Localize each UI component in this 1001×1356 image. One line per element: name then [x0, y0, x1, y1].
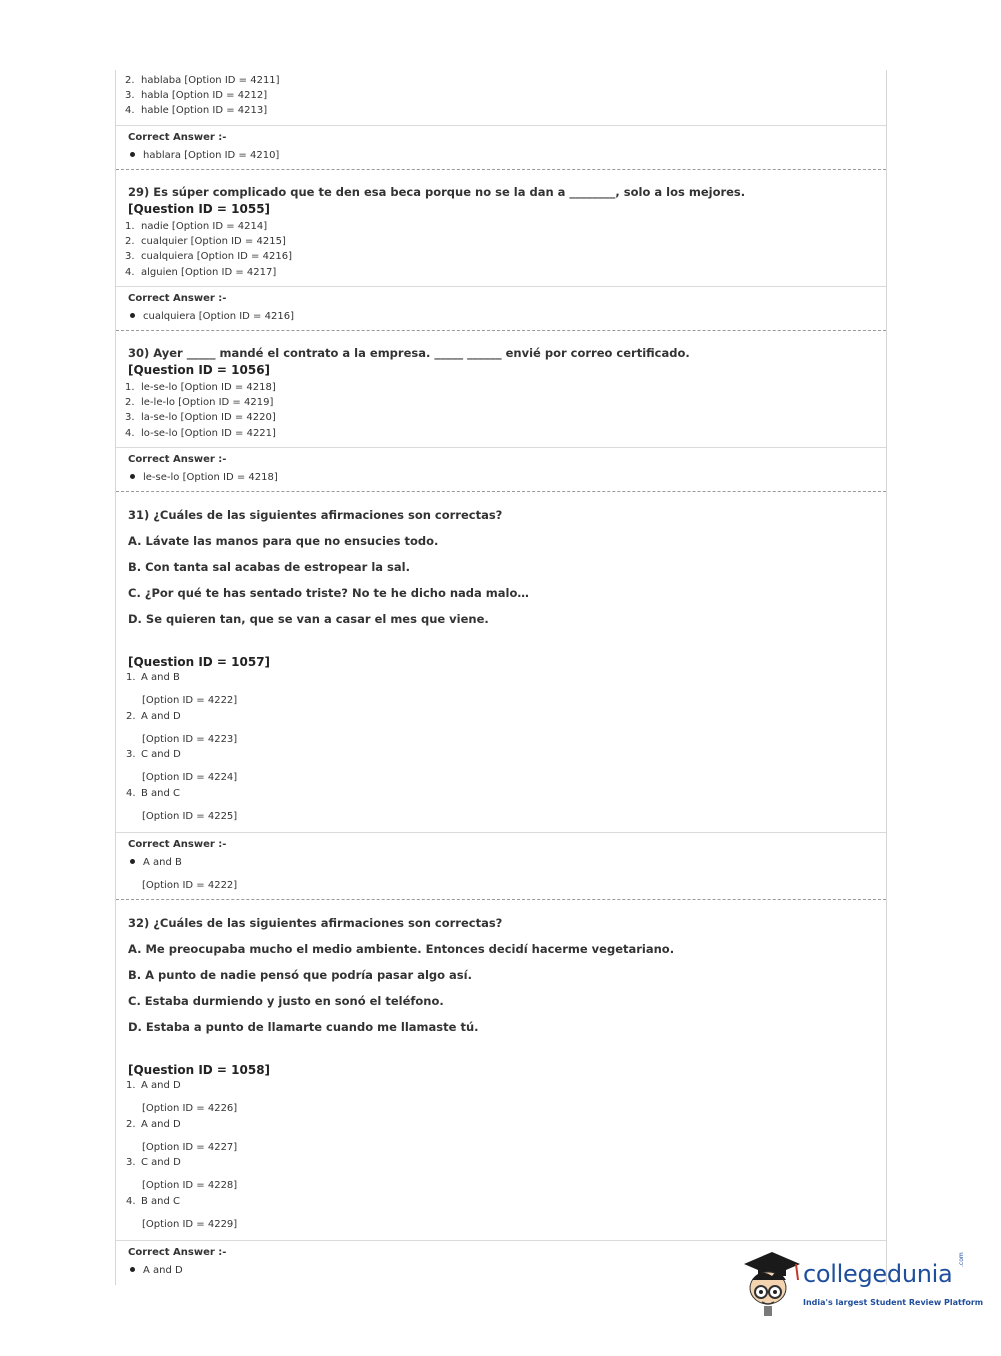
option: 4. B and C [126, 788, 181, 799]
bullet-icon [130, 1267, 135, 1272]
divider [116, 125, 886, 126]
option-id: [Option ID = 4226] [142, 1103, 238, 1114]
question-text: 30) Ayer _____ mandé el contrato a la empresa. _____ ______ envié por correo certificado. [128, 346, 690, 360]
brand-domain: .com [958, 1252, 965, 1267]
list-item: 2. cualquier [Option ID = 4215] [125, 236, 286, 248]
question-text: 32) ¿Cuáles de las siguientes afirmaciones son correctas? [128, 916, 503, 930]
divider [116, 832, 886, 833]
option-list [116, 380, 886, 441]
statement: D. Estaba a punto de llamarte cuando me llamaste tú. [128, 1020, 479, 1034]
divider [116, 447, 886, 448]
correct-answer: hablara [Option ID = 4210] [128, 150, 279, 161]
correct-answer-label: Correct Answer :- [128, 839, 227, 850]
option-id: [Option ID = 4225] [142, 811, 238, 822]
correct-answer-label: Correct Answer :- [128, 132, 227, 143]
bullet-icon [130, 859, 135, 864]
statement: B. Con tanta sal acabas de estropear la sal. [128, 560, 410, 574]
correct-answer: le-se-lo [Option ID = 4218] [128, 472, 278, 483]
list-item: 3. la-se-lo [Option ID = 4220] [125, 412, 276, 424]
question-separator [116, 899, 886, 900]
option: 4. B and C [126, 1196, 181, 1207]
statement: D. Se quieren tan, que se van a casar el mes que viene. [128, 612, 489, 626]
question-id: [Question ID = 1058] [128, 1063, 271, 1077]
bullet-icon [130, 313, 135, 318]
list-item: 2. le-le-lo [Option ID = 4219] [125, 397, 274, 409]
list-item: 3. cualquiera [Option ID = 4216] [125, 251, 292, 263]
exam-document [115, 70, 887, 1285]
correct-answer: A and B [128, 857, 182, 868]
question-id: [Question ID = 1056] [128, 363, 271, 377]
list-item: 4. alguien [Option ID = 4217] [125, 266, 277, 278]
correct-answer-label: Correct Answer :- [128, 1247, 227, 1258]
question-separator [116, 491, 886, 492]
brand-tagline: India's largest Student Review Platform [803, 1298, 984, 1307]
option-id: [Option ID = 4228] [142, 1180, 238, 1191]
list-item: 4. hable [Option ID = 4213] [125, 105, 268, 117]
divider [116, 1240, 886, 1241]
list-item: 2. hablaba [Option ID = 4211] [125, 75, 280, 86]
statement: B. A punto de nadie pensó que podría pasar algo así. [128, 968, 472, 982]
list-item: 3. habla [Option ID = 4212] [125, 90, 268, 102]
statement: A. Lávate las manos para que no ensucies todo. [128, 534, 439, 548]
option: 2. A and D [126, 1119, 181, 1130]
question-separator [116, 330, 886, 331]
option-id: [Option ID = 4227] [142, 1142, 238, 1153]
correct-answer-label: Correct Answer :- [128, 293, 227, 304]
question-text: 29) Es súper complicado que te den esa beca porque no se la dan a ________, solo a los mejores. [128, 185, 746, 199]
option-id: [Option ID = 4222] [142, 695, 238, 706]
question-id: [Question ID = 1055] [128, 202, 271, 216]
statement: A. Me preocupaba mucho el medio ambiente. Entonces decidí hacerme vegetariano. [128, 942, 675, 956]
correct-answer-label: Correct Answer :- [128, 454, 227, 465]
option-id: [Option ID = 4229] [142, 1219, 238, 1230]
statement: C. Estaba durmiendo y justo en sonó el teléfono. [128, 994, 444, 1008]
question-text: 31) ¿Cuáles de las siguientes afirmaciones son correctas? [128, 508, 503, 522]
option: 2. A and D [126, 711, 181, 722]
question-separator [116, 169, 886, 170]
correct-option-id: [Option ID = 4222] [142, 880, 238, 891]
option-id: [Option ID = 4224] [142, 772, 238, 783]
option-id: [Option ID = 4223] [142, 734, 238, 745]
list-item: 4. lo-se-lo [Option ID = 4221] [125, 427, 276, 439]
statement: C. ¿Por qué te has sentado triste? No te he dicho nada malo… [128, 586, 529, 600]
correct-answer: A and D [128, 1265, 183, 1276]
option: 1. A and D [126, 1080, 181, 1091]
option: 3. C and D [126, 1157, 181, 1168]
top-option-list [116, 73, 886, 119]
divider [116, 286, 886, 287]
bullet-icon [130, 474, 135, 479]
list-item: 1. nadie [Option ID = 4214] [125, 221, 268, 232]
list-item: 1. le-se-lo [Option ID = 4218] [125, 382, 276, 393]
option-list [116, 219, 886, 280]
correct-answer: cualquiera [Option ID = 4216] [128, 311, 294, 322]
option: 3. C and D [126, 749, 181, 760]
brand-name: collegedunia [803, 1260, 953, 1288]
question-id: [Question ID = 1057] [128, 655, 271, 669]
bullet-icon [130, 152, 135, 157]
option: 1. A and B [126, 672, 180, 683]
